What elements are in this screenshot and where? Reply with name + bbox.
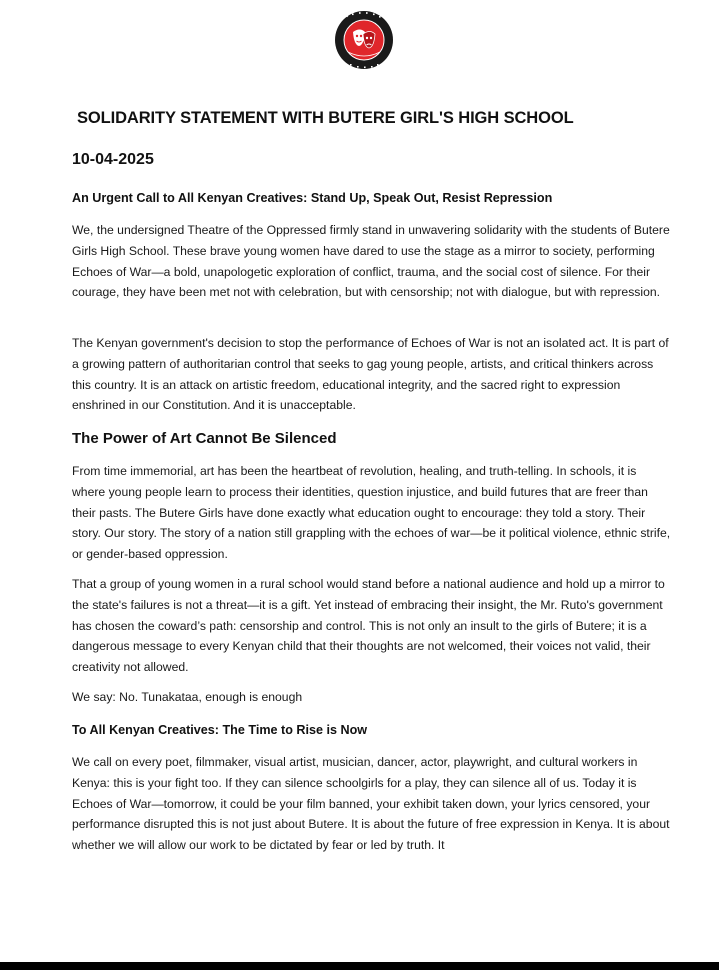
subtitle-time-to-rise: To All Kenyan Creatives: The Time to Rise is Now <box>72 723 368 737</box>
paragraph-call-to-creatives: We call on every poet, filmmaker, visual artist, musician, dancer, actor, playwright, and cultural workers in Kenya: this is your fight too. If they can silence schoolgirls for a play, they can silence all of us. Today it is Echoes of War—tomorrow, it could be your film banned, your exhibit taken down, your lyrics censored, your performance disrupted this is not just about Butere. It is about the future of free expression in Kenya. It is about whether we will allow our work to be dictated by fear or led by truth. It <box>72 755 670 853</box>
paragraph-mirror-to-state: That a group of young women in a rural school would stand before a national audience and hold up a mirror to the state's failures is not a threat—it is a gift. Yet instead of embracing their insight, the Mr. Ruto's government has chosen the coward’s path: censorship and control. This is not only an insult to the girls of Butere; it is a dangerous message to every Kenyan child that their thoughts are not welcomed, their voices not valid, their creativity not allowed. <box>72 577 665 675</box>
paragraph-government-decision: The Kenyan government's decision to stop the performance of Echoes of War is not an isolated act. It is part of a growing pattern of authoritarian control that seeks to gag young people, artists, and critical thinkers across this country. It is an attack on artistic freedom, educational integrity, and the sacred right to expression enshrined in our Constitution. And it is unacceptable. <box>72 336 669 413</box>
statement-date: 10-04-2025 <box>72 151 154 168</box>
paragraph-art-history: From time immemorial, art has been the heartbeat of revolution, healing, and truth-telling. In schools, it is where young people learn to process their identities, question injustice, and build futures that are freer than their pasts. The Butere Girls have done exactly what education ought to encourage: they told a story. Their story. Our story. The story of a nation still grappling with the echoes of war—be it political violence, ethnic strife, or gender-based oppression. <box>72 464 671 562</box>
statement-title: SOLIDARITY STATEMENT WITH BUTERE GIRL'S HIGH SCHOOL <box>77 109 574 127</box>
theatre-masks-seal-icon <box>334 10 394 70</box>
subtitle-urgent-call: An Urgent Call to All Kenyan Creatives: Stand Up, Speak Out, Resist Repression <box>72 191 553 205</box>
bottom-edge-bar <box>0 962 719 970</box>
paragraph-we-say-no: We say: No. Tunakataa, enough is enough <box>72 690 303 704</box>
paragraph-solidarity: We, the undersigned Theatre of the Oppressed firmly stand in unwavering solidarity with the students of Butere Girls High School. These brave young women have dared to use the stage as a mirror to society, performing Echoes of War—a bold, unapologetic exploration of conflict, trauma, and the social cost of silence. For their courage, they have been met not with celebration, but with censorship; not with dialogue, but with repression. <box>72 223 670 300</box>
heading-power-of-art: The Power of Art Cannot Be Silenced <box>72 430 337 447</box>
